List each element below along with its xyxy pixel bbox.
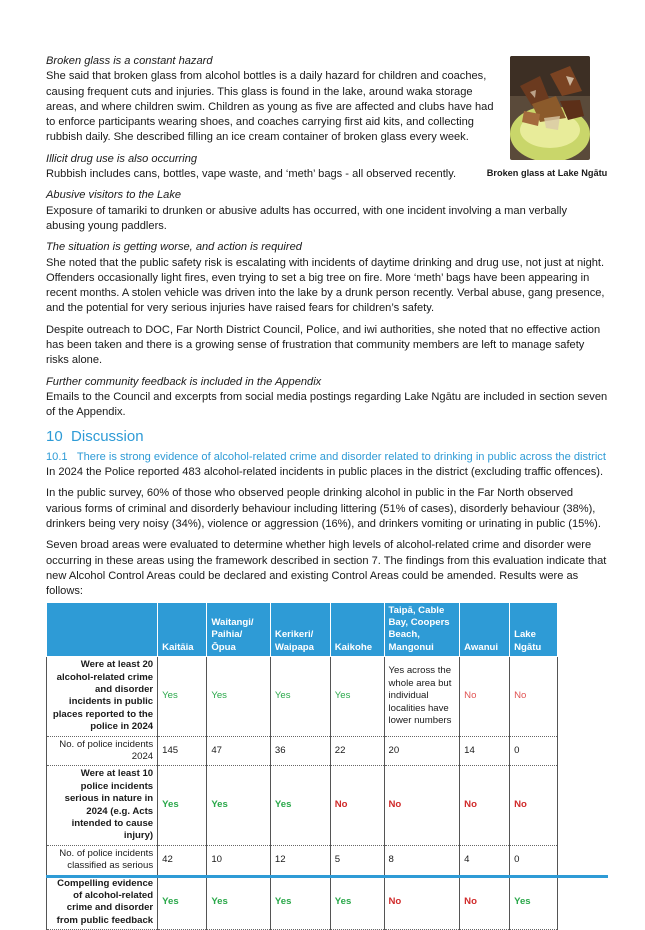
table-col-header — [47, 602, 158, 657]
table-cell: No — [510, 657, 558, 736]
table-col-header: Kaikohe — [330, 602, 384, 657]
worse-heading: The situation is getting worse, and action is required — [46, 240, 608, 255]
row-label: No. of police incidents 2024 — [47, 736, 158, 766]
table-cell: Yes — [207, 766, 271, 845]
subsection-title: There is strong evidence of alcohol-related crime and disorder related to drinking in public across the district — [77, 451, 606, 463]
table-cell: Yes — [207, 875, 271, 930]
table-row — [47, 736, 558, 766]
discussion-heading — [46, 429, 608, 444]
table-cell: No — [510, 766, 558, 845]
table-cell: No — [460, 875, 510, 930]
outreach-body: Despite outreach to DOC, Far North District Council, Police, and iwi authorities, she noted that no effective action has been taken and there is a growing sense of frustration that community members are left to manage safety risks alone. — [46, 323, 608, 369]
feedback-body: Emails to the Council and excerpts from social media postings regarding Lake Ngātu are included in section seven of the Appendix. — [46, 390, 608, 421]
table-col-header: Kaitāia — [158, 602, 207, 657]
table-cell: Yes — [270, 875, 330, 930]
footer-rule — [46, 875, 608, 878]
table-row — [47, 845, 558, 875]
table-body — [47, 657, 558, 930]
table-header-row — [47, 602, 558, 657]
table-cell: Yes — [270, 657, 330, 736]
feedback-heading: Further community feedback is included in the Appendix — [46, 375, 608, 390]
table-row — [47, 657, 558, 736]
table-col-header: Taipā, Cable Bay, Coopers Beach, Mangonui — [384, 602, 460, 657]
table-cell: 42 — [158, 845, 207, 875]
subsection-heading — [46, 450, 608, 465]
abuse-body: Exposure of tamariki to drunken or abusive adults has occurred, with one incident involving a man verbally abusing young paddlers. — [46, 204, 608, 235]
discussion-p3: Seven broad areas were evaluated to determine whether high levels of alcohol-related crime and disorder were occurring in these areas using the framework described in section 7. The findings from this evaluation indicate that new Alcohol Control Areas could be declared and existing Control Areas could be amended. Results were as follows: — [46, 538, 608, 599]
drug-body: Rubbish includes cans, bottles, vape waste, and ‘meth’ bags - all observed recently. — [46, 167, 504, 182]
table-cell: Yes — [330, 875, 384, 930]
page-content — [46, 54, 608, 930]
table-cell: 22 — [330, 736, 384, 766]
table-cell: No — [330, 766, 384, 845]
table-cell: 0 — [510, 845, 558, 875]
table-cell: No — [460, 766, 510, 845]
row-label: No. of police incidents classified as serious — [47, 845, 158, 875]
subsection-number: 10.1 — [46, 451, 68, 463]
table-col-header: Awanui — [460, 602, 510, 657]
discussion-p2: In the public survey, 60% of those who observed people drinking alcohol in public in the Far North observed various forms of criminal and disorderly behaviour including littering (51% of cases), disorderly behaviour (38%), drinkers being very noisy (34%), violence or aggression (16%), and drinkers vomiting or urinating in public (15%). — [46, 486, 608, 532]
table-cell: 36 — [270, 736, 330, 766]
table-cell: 12 — [270, 845, 330, 875]
discussion-number: 10 — [46, 428, 63, 445]
glass-heading: Broken glass is a constant hazard — [46, 54, 504, 69]
table-cell: 8 — [384, 845, 460, 875]
table-cell: Yes — [207, 657, 271, 736]
row-label: Compelling evidence of alcohol-related crime and disorder from public feedback — [47, 875, 158, 930]
row-label: Were at least 10 police incidents serious in nature in 2024 (e.g. Acts intended to cause injury) — [47, 766, 158, 845]
table-cell: No — [460, 657, 510, 736]
table-row — [47, 875, 558, 930]
drug-heading: Illicit drug use is also occurring — [46, 152, 504, 167]
table-row — [47, 766, 558, 845]
table-cell: 47 — [207, 736, 271, 766]
table-cell: No — [384, 766, 460, 845]
table-cell: 20 — [384, 736, 460, 766]
glass-body: She said that broken glass from alcohol bottles is a daily hazard for children and coaches, causing frequent cuts and injuries. This glass is found in the lake, around waka storage areas, and where children swim. Children as young as five are affected and clubs have had to enforce participants wearing shoes, and coaches carrying first aid kits, and collecting rubbish daily. She described filling an ice cream container of broken glass every week. — [46, 69, 504, 145]
table-cell: 145 — [158, 736, 207, 766]
row-label: Were at least 20 alcohol-related crime and disorder incidents in public places reported to the police in 2024 — [47, 657, 158, 736]
worse-body: She noted that the public safety risk is escalating with incidents of daytime drinking and drug use, not just at night. Offenders occasionally light fires, even trying to set a big tree on fire. More ‘meth’ bags have been appearing in recent months. A stolen vehicle was driven into the lake by a drunk person recently. Verbal abuse, gang presence, and the potential for very serious injuries have raised fears for children’s safety. — [46, 256, 608, 317]
table-cell: No — [384, 875, 460, 930]
discussion-title: Discussion — [71, 428, 144, 445]
discussion-p1: In 2024 the Police reported 483 alcohol-related incidents in public places in the district (excluding traffic offences). — [46, 465, 608, 480]
table-col-header: Lake Ngātu — [510, 602, 558, 657]
table-cell: 4 — [460, 845, 510, 875]
broken-glass-photo — [510, 56, 590, 160]
table-col-header: Kerikeri/ Waipapa — [270, 602, 330, 657]
table-cell: 0 — [510, 736, 558, 766]
table-cell: Yes — [158, 875, 207, 930]
table-col-header: Waitangi/ Paihia/Ōpua — [207, 602, 271, 657]
photo-caption: Broken glass at Lake Ngātu — [482, 166, 612, 181]
table-cell: 14 — [460, 736, 510, 766]
table-cell: 5 — [330, 845, 384, 875]
table-cell: 10 — [207, 845, 271, 875]
table-cell: Yes across the whole area but individual localities have lower numbers — [384, 657, 460, 736]
table-cell: Yes — [158, 657, 207, 736]
table-cell: Yes — [330, 657, 384, 736]
table-cell: Yes — [158, 766, 207, 845]
table-cell: Yes — [270, 766, 330, 845]
table-cell: Yes — [510, 875, 558, 930]
top-text — [46, 54, 504, 182]
broken-glass-image — [510, 56, 590, 160]
top-block — [46, 54, 608, 182]
abuse-heading: Abusive visitors to the Lake — [46, 188, 608, 203]
evaluation-table — [46, 602, 558, 930]
